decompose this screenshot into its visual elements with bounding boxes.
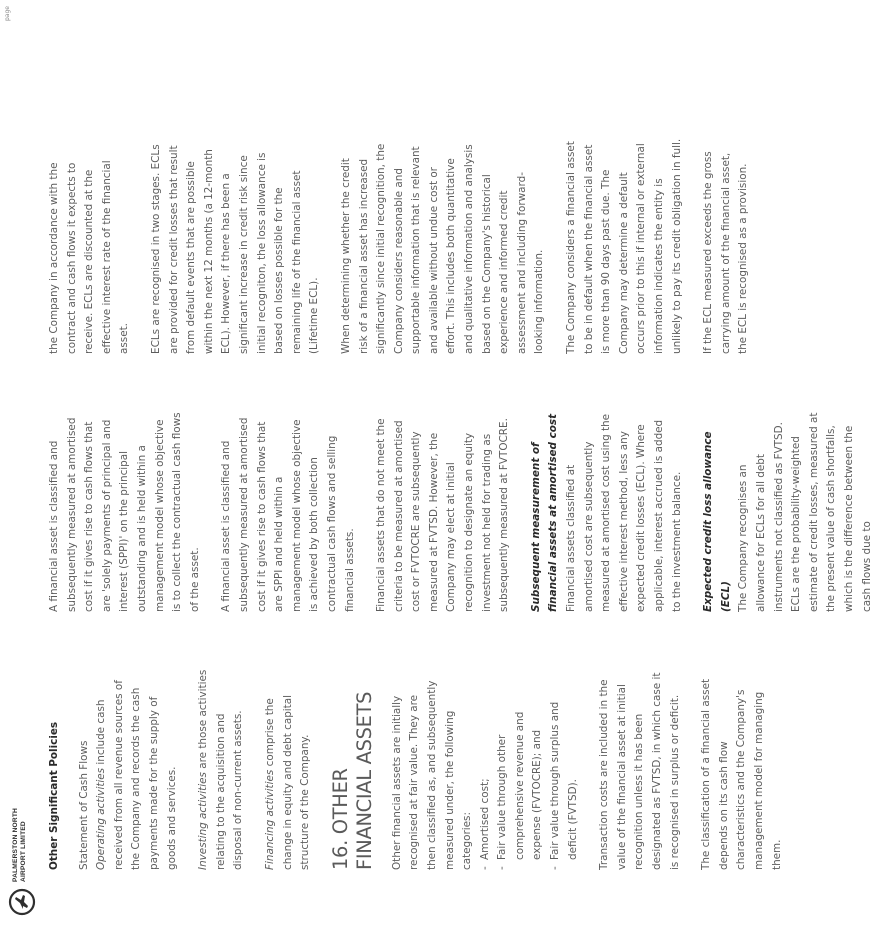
other-policies-heading: Other Significant Policies xyxy=(48,721,60,870)
financing-text: comprise the change in equity and debt capital structure of the Company. xyxy=(263,694,312,870)
operating-term: Operating activities xyxy=(95,767,108,870)
ecl-continued-paragraph: the Company in accordance with the contract and cash flows it expects to receive. ECLs are discounted at the effective interest rate of the financial asset. xyxy=(48,160,131,354)
investing-term: Investing activities xyxy=(197,772,210,870)
financing-term: Financing activities xyxy=(263,769,276,870)
investing-activities-paragraph xyxy=(195,668,248,870)
company-logo xyxy=(8,766,38,916)
column-middle xyxy=(46,410,890,612)
list-item: - Amortised cost; xyxy=(477,668,495,870)
section-heading: 16. OTHER FINANCIAL ASSETS xyxy=(328,691,376,870)
list-item: - Fair value through surplus and deficit (FVTSD). xyxy=(547,668,582,870)
airport-logo-icon xyxy=(8,888,36,916)
fvtsd-paragraph: Financial assets that do not meet the criteria to be measured at amortised cost or FVTOCRE are subsequently measured at FVTSD. However, the Company may elect at initial recognition to designate an equity investment not held for trading as subsequently measured at FVTOCRE. xyxy=(375,418,511,612)
ecl-stages-paragraph: ECLs are recognised in two stages. ECLs are provided for credit losses that result from default events that are possible within the next 12 months (a 12-month ECL). However, if there has been a significant increase in credit risk since initial recogniton, the loss allowance is based on losses possible for the remaining life of the financial asset (Lifetime ECL). xyxy=(149,144,321,354)
column-right xyxy=(46,138,767,354)
operating-text: include cash received from all revenue sources of the Company and records the cash payments made for the supply of goods and services. xyxy=(95,680,178,870)
page-number: page xyxy=(4,6,11,21)
measurement-categories-list xyxy=(477,668,583,870)
ecl-paragraph: The Company recognises an allowance for ECLs for all debt instruments not classified as FVTSD. ECLs are the probability-weighted estimate of credit losses, measured at the present value of cash shortfalls, which is the difference between the cash flows due to xyxy=(737,412,873,612)
investing-text: are those activities relating to the acquisition and disposal of non-current assets. xyxy=(197,669,245,870)
financial-assets-intro: Other financial assets are initially recognised at fair value. They are then classified as, and subsequently measured under, the following categories: xyxy=(390,680,474,870)
transaction-costs-paragraph: Transaction costs are included in the value of the financial asset at initial recognition unless it has been designated as FVTSD, in which case it is recognised in surplus or deficit. xyxy=(598,672,681,870)
classification-paragraph: The classification of a financial asset depends on its cash flow characteristics and the Company's management model for managing them. xyxy=(700,678,783,870)
logo-text: PALMERSTON NORTH AIRPORT LIMITED xyxy=(12,807,27,882)
fvtocre-paragraph: A financial asset is classified and subsequently measured at amortised cost if it gives rise to cash flows that are SPPI and held within a management model whose objective is achieved by both collection contractual cash flows and selling financial assets. xyxy=(220,417,356,612)
amortised-cost-paragraph: A financial asset is classified and subsequently measured at amortised cost if it gives rise to cash flows that are 'solely payments of principal and interest (SPPI)' on the principal outstanding and is held within a management model whose objective is to collect the contractual cash flows of the asset. xyxy=(48,412,201,612)
financing-activities-paragraph xyxy=(262,668,315,870)
subsequent-measurement-paragraph: Financial assets classified at amortised cost are subsequently measured at amortised cost using the effective interest method, less any expected credit losses (ECL). Where applicable, interest accrued is added to the investment balance. xyxy=(565,413,683,612)
credit-risk-paragraph: When determining whether the credit risk of a financial asset has increased significantly since initial recognition, the Company considers reasonable and supportable information that is relevant and available without undue cost or effort. This includes both quantitative and qualitative information and analysis based on the Company's historical experience and informed credit assessment and including forward-looking information. xyxy=(339,143,546,354)
subsequent-measurement-heading: Subsequent measurement of financial assets at amortised cost xyxy=(529,413,560,612)
operating-activities-paragraph xyxy=(93,668,181,870)
provision-paragraph: If the ECL measured exceeds the gross carrying amount of the financial asset, the ECL is recognised as a provision. xyxy=(702,151,750,354)
default-paragraph: The Company considers a financial asset to be in default when the financial asset is more than 90 days past due. The Company may determine a default occurs prior to this if internal or external information indicates the entity is unlikely to pay its credit obligation in full. xyxy=(565,138,683,354)
list-item: - Fair value through other comprehensive revenue and expense (FVTOCRE); and xyxy=(494,668,547,870)
cash-flows-title: Statement of Cash Flows xyxy=(77,740,90,870)
column-left xyxy=(46,668,800,870)
ecl-heading: Expected credit loss allowance (ECL) xyxy=(702,431,732,612)
